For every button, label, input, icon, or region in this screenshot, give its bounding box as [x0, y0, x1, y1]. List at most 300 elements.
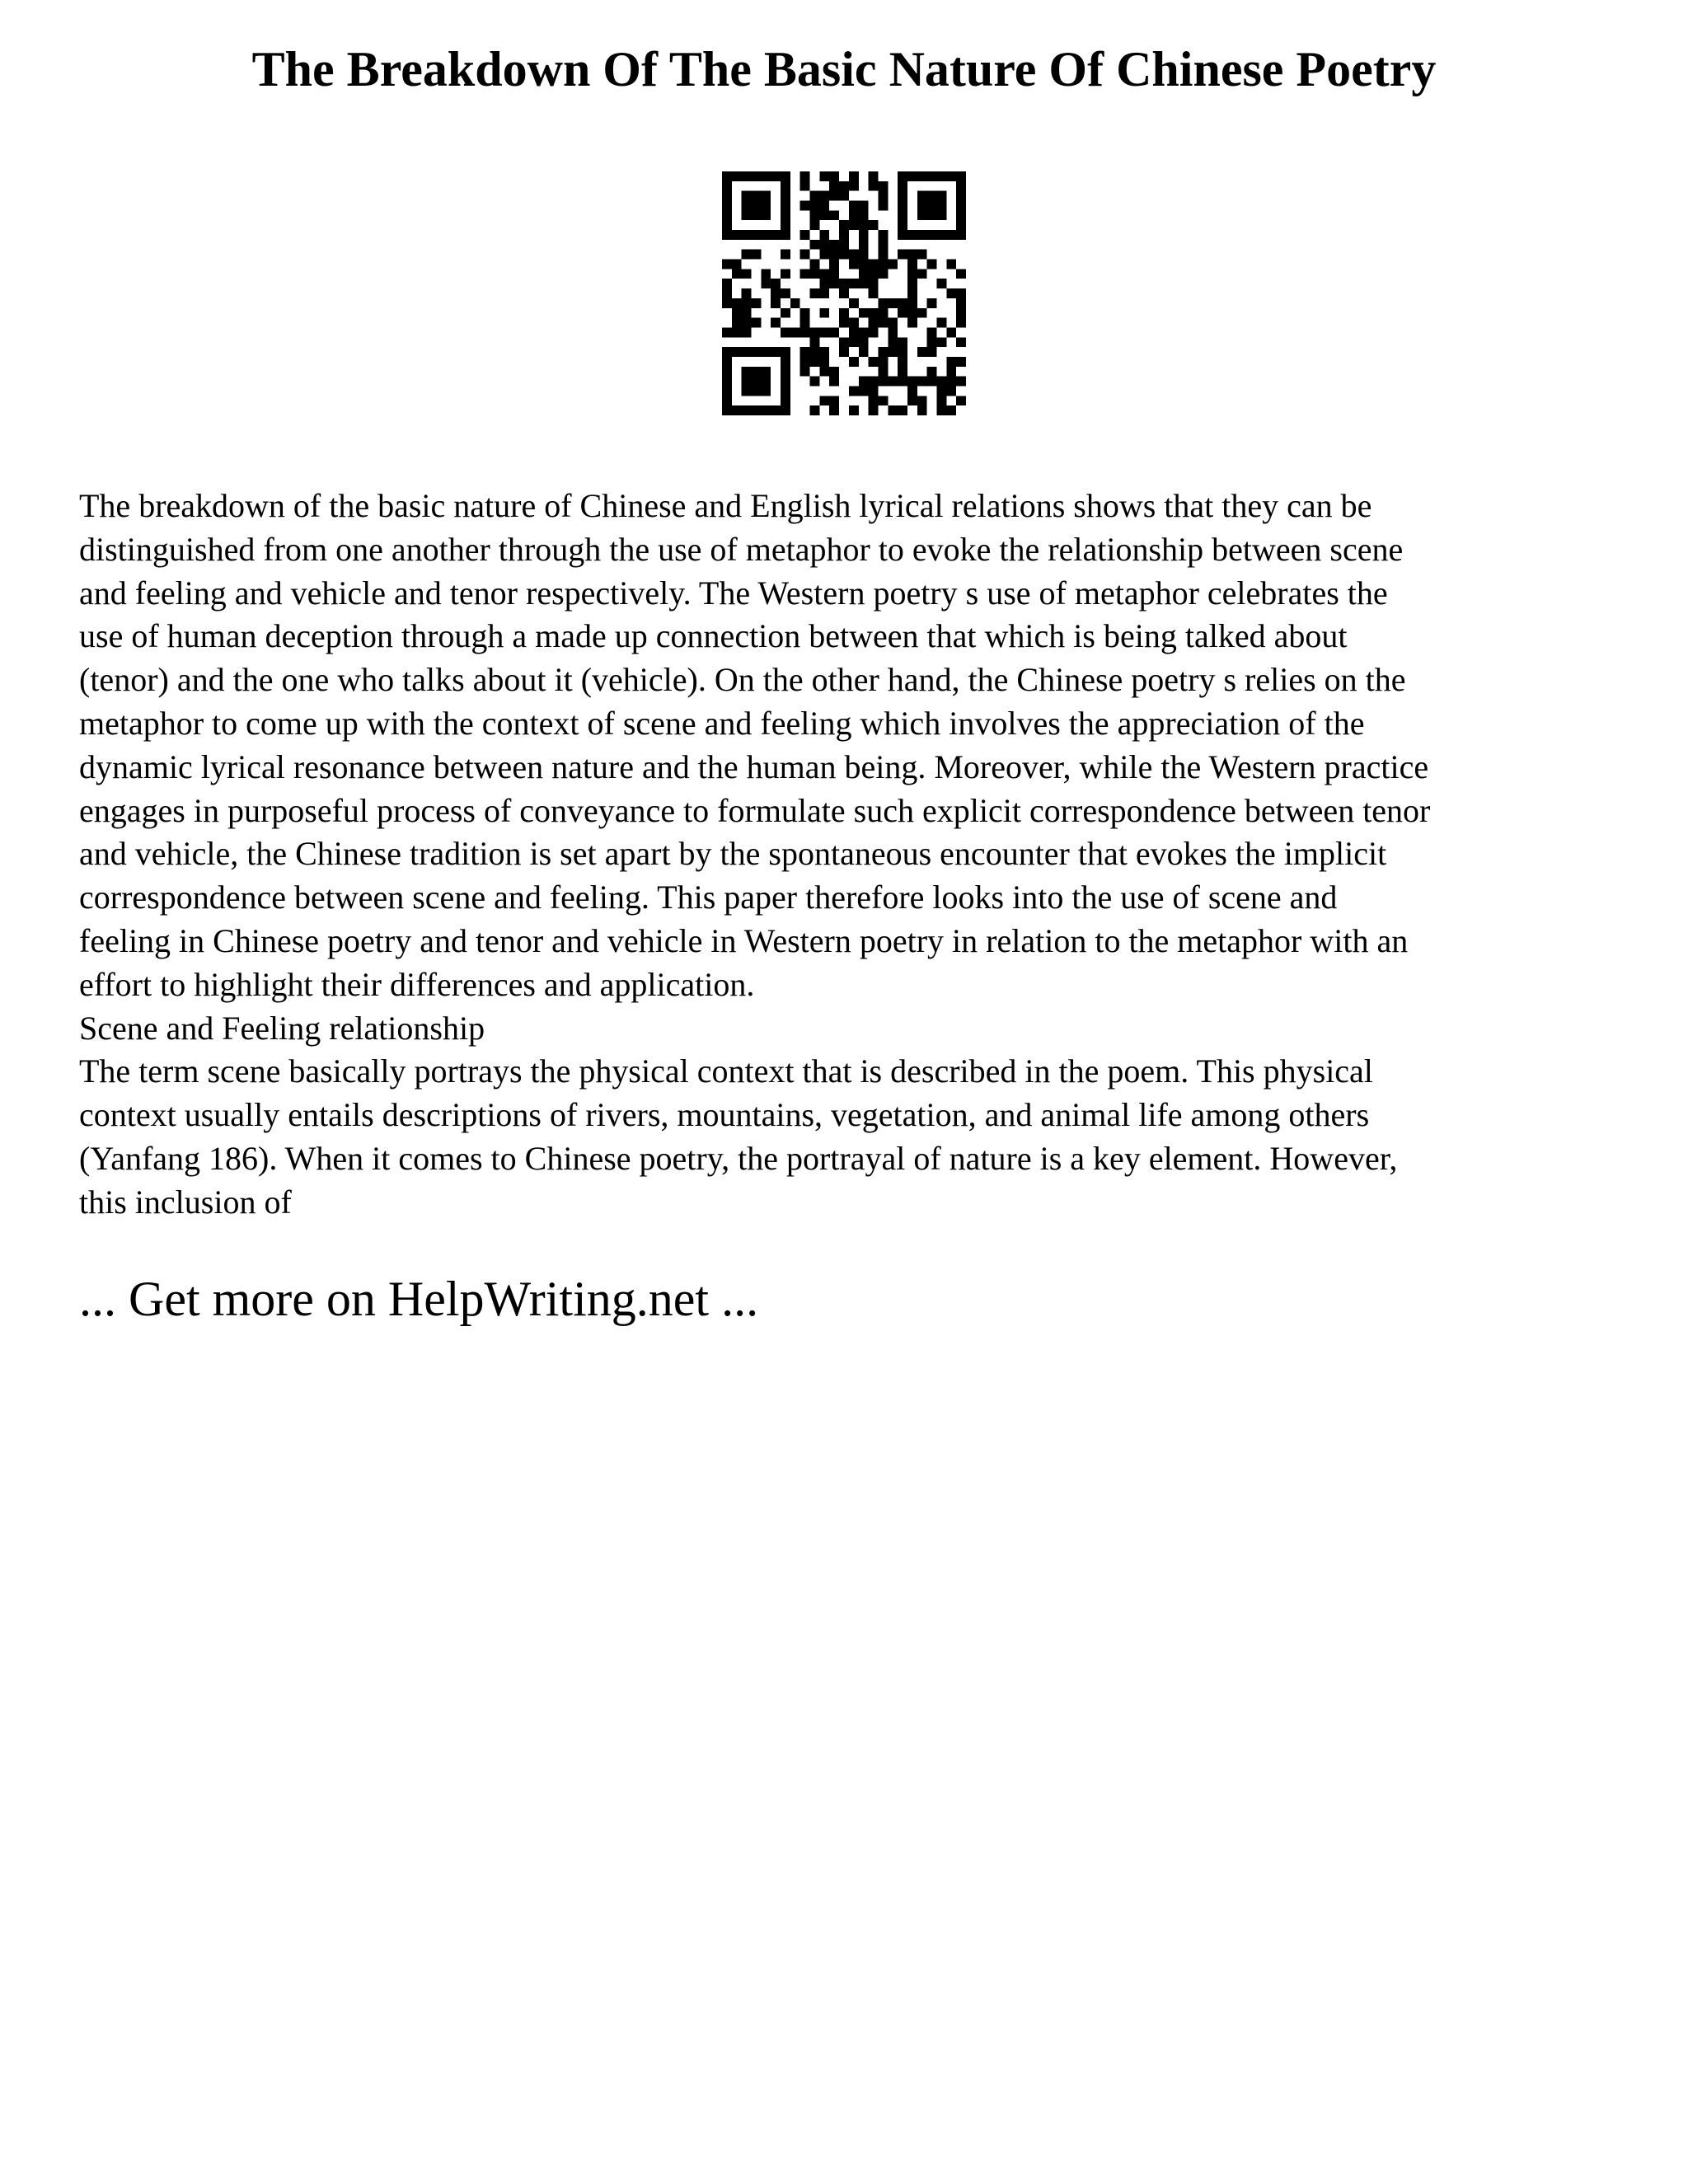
qr-module	[752, 318, 762, 328]
qr-module	[878, 357, 888, 367]
qr-module	[742, 210, 752, 220]
body-line: (tenor) and the one who talks about it (vehicle). On the other hand, the Chinese poetry s relies on the	[79, 661, 1406, 699]
qr-module	[878, 230, 888, 240]
qr-module	[771, 298, 781, 308]
qr-module	[956, 318, 966, 328]
qr-module	[761, 405, 771, 415]
qr-module	[800, 318, 810, 328]
qr-module	[781, 191, 790, 201]
document-title: The Breakdown Of The Basic Nature Of Chinese Poetry	[251, 42, 1437, 96]
qr-module	[722, 279, 732, 288]
qr-module	[742, 298, 752, 308]
qr-module	[771, 405, 781, 415]
qr-module	[752, 191, 762, 201]
qr-module	[956, 298, 966, 308]
qr-module	[859, 337, 869, 347]
qr-module	[936, 318, 946, 328]
qr-module	[849, 250, 859, 260]
qr-module	[781, 220, 790, 230]
qr-module	[946, 367, 956, 377]
qr-module	[742, 250, 752, 260]
qr-module	[810, 288, 820, 298]
qr-module	[722, 171, 732, 181]
qr-module	[888, 327, 898, 337]
qr-module	[898, 191, 907, 201]
qr-module	[819, 269, 829, 279]
qr-code-icon	[722, 171, 966, 415]
qr-module	[742, 191, 752, 201]
qr-module	[752, 377, 762, 387]
qr-module	[859, 240, 869, 250]
qr-module	[771, 318, 781, 328]
qr-module	[907, 171, 917, 181]
qr-module	[732, 230, 742, 240]
qr-module	[781, 171, 790, 181]
qr-module	[742, 367, 752, 377]
qr-module	[810, 377, 820, 387]
qr-module	[810, 357, 820, 367]
qr-module	[956, 210, 966, 220]
qr-module	[849, 220, 859, 230]
qr-module	[849, 298, 859, 308]
qr-module	[898, 171, 907, 181]
qr-module	[956, 201, 966, 211]
qr-module	[869, 269, 879, 279]
qr-module	[810, 210, 820, 220]
qr-module	[829, 240, 839, 250]
qr-module	[761, 191, 771, 201]
qr-module	[878, 347, 888, 357]
body-line: effort to highlight their differences and application.	[79, 965, 755, 1003]
qr-module	[927, 201, 937, 211]
qr-module	[810, 191, 820, 201]
body-line: dynamic lyrical resonance between nature and the human being. Moreover, while the Western practice	[79, 748, 1429, 785]
qr-module	[781, 396, 790, 405]
qr-module	[869, 220, 879, 230]
qr-module	[771, 279, 781, 288]
qr-module	[936, 396, 946, 405]
qr-module	[859, 260, 869, 269]
qr-module	[946, 377, 956, 387]
qr-module	[722, 357, 732, 367]
qr-module	[819, 171, 829, 181]
qr-module	[761, 367, 771, 377]
qr-module	[907, 377, 917, 387]
qr-module	[907, 279, 917, 288]
qr-module	[829, 191, 839, 201]
qr-module	[752, 367, 762, 377]
qr-module	[878, 240, 888, 250]
qr-module	[742, 171, 752, 181]
qr-module	[732, 298, 742, 308]
qr-module	[936, 279, 946, 288]
qr-module	[819, 367, 829, 377]
body-line: The term scene basically portrays the physical context that is described in the poem. This physical	[79, 1052, 1373, 1090]
qr-module	[849, 181, 859, 191]
body-line: use of human deception through a made up connection between that which is being talked about	[79, 617, 1348, 655]
qr-module	[946, 357, 956, 367]
qr-module	[829, 171, 839, 181]
qr-module	[781, 347, 790, 357]
qr-module	[781, 367, 790, 377]
qr-module	[907, 250, 917, 260]
body-line: metaphor to come up with the context of scene and feeling which involves the appreciation of the	[79, 704, 1365, 742]
qr-module	[722, 230, 732, 240]
qr-module	[859, 269, 869, 279]
qr-module	[898, 367, 907, 377]
qr-module	[946, 288, 956, 298]
qr-module	[878, 318, 888, 328]
qr-module	[907, 288, 917, 298]
qr-module	[927, 171, 937, 181]
qr-module	[771, 230, 781, 240]
qr-module	[936, 405, 946, 415]
qr-module	[819, 327, 829, 337]
qr-module	[829, 327, 839, 337]
qr-module	[800, 230, 810, 240]
qr-module	[839, 181, 849, 191]
qr-module	[839, 308, 849, 318]
qr-module	[839, 288, 849, 298]
qr-module	[859, 250, 869, 260]
qr-module	[898, 250, 907, 260]
qr-module	[869, 357, 879, 367]
qr-module	[742, 308, 752, 318]
qr-module	[878, 396, 888, 405]
qr-module	[781, 230, 790, 240]
qr-module	[839, 220, 849, 230]
qr-module	[859, 201, 869, 211]
qr-module	[761, 210, 771, 220]
qr-module	[829, 405, 839, 415]
qr-module	[869, 396, 879, 405]
qr-module	[722, 201, 732, 211]
qr-module	[956, 230, 966, 240]
qr-module	[722, 347, 732, 357]
qr-module	[752, 250, 762, 260]
qr-module	[878, 367, 888, 377]
qr-module	[761, 279, 771, 288]
qr-module	[781, 250, 790, 260]
qr-module	[927, 260, 937, 269]
qr-module	[869, 405, 879, 415]
qr-module	[722, 220, 732, 230]
qr-module	[849, 201, 859, 211]
qr-module	[849, 337, 859, 347]
qr-module	[859, 220, 869, 230]
qr-module	[927, 230, 937, 240]
qr-module	[888, 318, 898, 328]
qr-module	[869, 308, 879, 318]
qr-module	[819, 240, 829, 250]
qr-module	[829, 269, 839, 279]
qr-module	[732, 405, 742, 415]
qr-module	[888, 298, 898, 308]
qr-module	[732, 318, 742, 328]
qr-module	[800, 171, 810, 181]
qr-module	[927, 210, 937, 220]
qr-module	[800, 327, 810, 337]
qr-module	[790, 298, 800, 308]
qr-module	[829, 250, 839, 260]
qr-module	[898, 347, 907, 357]
qr-module	[869, 181, 879, 191]
qr-module	[732, 171, 742, 181]
qr-module	[752, 210, 762, 220]
qr-module	[742, 327, 752, 337]
qr-module	[800, 357, 810, 367]
qr-module	[800, 269, 810, 279]
qr-module	[781, 181, 790, 191]
qr-module	[810, 240, 820, 250]
qr-module	[898, 181, 907, 191]
qr-module	[800, 250, 810, 260]
qr-module	[956, 337, 966, 347]
qr-module	[907, 386, 917, 396]
qr-module	[810, 260, 820, 269]
qr-module	[742, 386, 752, 396]
qr-module	[781, 386, 790, 396]
qr-module	[722, 396, 732, 405]
qr-module	[839, 337, 849, 347]
qr-module	[956, 191, 966, 201]
qr-module	[819, 191, 829, 201]
qr-module	[839, 347, 849, 357]
qr-module	[956, 181, 966, 191]
qr-module	[761, 347, 771, 357]
qr-module	[956, 377, 966, 387]
qr-module	[888, 337, 898, 347]
qr-module	[936, 230, 946, 240]
qr-module	[936, 201, 946, 211]
qr-module	[752, 201, 762, 211]
qr-module	[810, 405, 820, 415]
qr-module	[946, 230, 956, 240]
qr-module	[800, 367, 810, 377]
qr-module	[829, 279, 839, 288]
body-line: engages in purposeful process of conveyance to formulate such explicit correspondence between tenor	[79, 791, 1431, 829]
qr-module	[839, 250, 849, 260]
qr-module	[800, 308, 810, 318]
qr-module	[829, 210, 839, 220]
qr-module	[878, 181, 888, 191]
qr-module	[936, 171, 946, 181]
qr-module	[859, 327, 869, 337]
qr-module	[839, 318, 849, 328]
qr-module	[742, 318, 752, 328]
qr-module	[946, 327, 956, 337]
qr-module	[819, 288, 829, 298]
qr-module	[819, 230, 829, 240]
qr-module	[742, 405, 752, 415]
qr-module	[917, 201, 927, 211]
body-line: distinguished from one another through the use of metaphor to evoke the relationship between scene	[79, 530, 1404, 568]
qr-module	[898, 357, 907, 367]
qr-module	[927, 347, 937, 357]
qr-module	[790, 327, 800, 337]
qr-module	[869, 386, 879, 396]
qr-module	[946, 405, 956, 415]
body-line: context usually entails descriptions of rivers, mountains, vegetation, and animal life among others	[79, 1096, 1370, 1134]
qr-module	[946, 386, 956, 396]
qr-module	[878, 298, 888, 308]
qr-module	[888, 260, 898, 269]
qr-module	[907, 260, 917, 269]
qr-module	[819, 308, 829, 318]
body-line: this inclusion of	[79, 1183, 292, 1221]
qr-module	[742, 230, 752, 240]
body-line: The breakdown of the basic nature of Chinese and English lyrical relations shows that they can be	[79, 487, 1372, 524]
qr-module	[907, 318, 917, 328]
qr-module	[956, 288, 966, 298]
qr-module	[917, 308, 927, 318]
qr-module	[898, 201, 907, 211]
qr-module	[859, 279, 869, 288]
qr-module	[917, 377, 927, 387]
qr-module	[781, 288, 790, 298]
qr-module	[732, 308, 742, 318]
qr-module	[927, 367, 937, 377]
qr-module	[732, 327, 742, 337]
qr-module	[849, 357, 859, 367]
qr-module	[917, 210, 927, 220]
qr-module	[956, 269, 966, 279]
qr-module	[917, 230, 927, 240]
qr-module	[907, 396, 917, 405]
qr-module	[878, 260, 888, 269]
qr-module	[732, 260, 742, 269]
qr-module	[898, 220, 907, 230]
qr-module	[781, 269, 790, 279]
qr-module	[917, 396, 927, 405]
qr-module	[927, 337, 937, 347]
qr-module	[752, 298, 762, 308]
qr-module	[927, 191, 937, 201]
qr-module	[761, 201, 771, 211]
qr-module	[829, 260, 839, 269]
qr-module	[917, 171, 927, 181]
qr-module	[849, 327, 859, 337]
qr-module	[761, 171, 771, 181]
qr-module	[742, 288, 752, 298]
qr-module	[869, 377, 879, 387]
qr-module	[800, 347, 810, 357]
qr-module	[742, 269, 752, 279]
qr-module	[761, 377, 771, 387]
qr-module	[819, 347, 829, 357]
document-body	[79, 485, 1620, 1225]
qr-module	[761, 230, 771, 240]
qr-module	[829, 377, 839, 387]
qr-module	[722, 298, 732, 308]
qr-module	[810, 201, 820, 211]
qr-module	[849, 386, 859, 396]
qr-module	[781, 201, 790, 211]
qr-module	[898, 210, 907, 220]
qr-module	[819, 210, 829, 220]
get-more-link[interactable]: ... Get more on HelpWriting.net ...	[79, 1272, 759, 1326]
qr-module	[936, 191, 946, 201]
qr-module	[917, 405, 927, 415]
qr-module	[839, 191, 849, 201]
qr-module	[829, 396, 839, 405]
body-line: (Yanfang 186). When it comes to Chinese poetry, the portrayal of nature is a key element. However,	[79, 1139, 1398, 1177]
qr-module	[936, 386, 946, 396]
qr-module	[849, 405, 859, 415]
qr-module	[956, 308, 966, 318]
qr-module	[752, 171, 762, 181]
section-heading: Scene and Feeling relationship	[79, 1009, 485, 1047]
qr-module	[888, 347, 898, 357]
qr-module	[917, 347, 927, 357]
qr-module	[956, 357, 966, 367]
qr-module	[917, 250, 927, 260]
qr-module	[869, 327, 879, 337]
qr-module	[946, 171, 956, 181]
qr-module	[927, 298, 937, 308]
qr-module	[839, 279, 849, 288]
qr-module	[898, 377, 907, 387]
qr-module	[722, 288, 732, 298]
qr-module	[898, 298, 907, 308]
qr-module	[722, 327, 732, 337]
qr-module	[819, 357, 829, 367]
qr-module	[907, 298, 917, 308]
qr-module	[878, 250, 888, 260]
body-line: correspondence between scene and feeling. This paper therefore looks into the use of scene and	[79, 879, 1338, 916]
qr-module	[839, 240, 849, 250]
qr-module	[752, 386, 762, 396]
qr-module	[742, 201, 752, 211]
qr-module	[936, 210, 946, 220]
qr-module	[927, 377, 937, 387]
qr-module	[898, 230, 907, 240]
qr-module	[927, 327, 937, 337]
qr-module	[869, 260, 879, 269]
qr-module	[936, 377, 946, 387]
qr-module	[878, 269, 888, 279]
qr-module	[722, 386, 732, 396]
qr-module	[859, 210, 869, 220]
qr-module	[936, 337, 946, 347]
qr-module	[859, 347, 869, 357]
qr-module	[810, 269, 820, 279]
qr-module	[839, 230, 849, 240]
qr-module	[869, 318, 879, 328]
qr-module	[859, 230, 869, 240]
body-line: and feeling and vehicle and tenor respectively. The Western poetry s use of metaphor celebrates the	[79, 574, 1388, 612]
qr-module	[722, 260, 732, 269]
qr-module	[810, 327, 820, 337]
qr-module	[907, 308, 917, 318]
qr-module	[907, 269, 917, 279]
qr-module	[878, 308, 888, 318]
qr-module	[742, 347, 752, 357]
qr-module	[878, 191, 888, 201]
qr-module	[898, 337, 907, 347]
qr-module	[888, 405, 898, 415]
qr-module	[781, 308, 790, 318]
qr-module	[781, 377, 790, 387]
qr-module	[859, 308, 869, 318]
qr-module	[771, 171, 781, 181]
qr-module	[781, 405, 790, 415]
qr-module	[810, 347, 820, 357]
qr-module	[878, 201, 888, 211]
qr-module	[869, 279, 879, 288]
qr-module	[849, 279, 859, 288]
qr-module	[722, 377, 732, 387]
